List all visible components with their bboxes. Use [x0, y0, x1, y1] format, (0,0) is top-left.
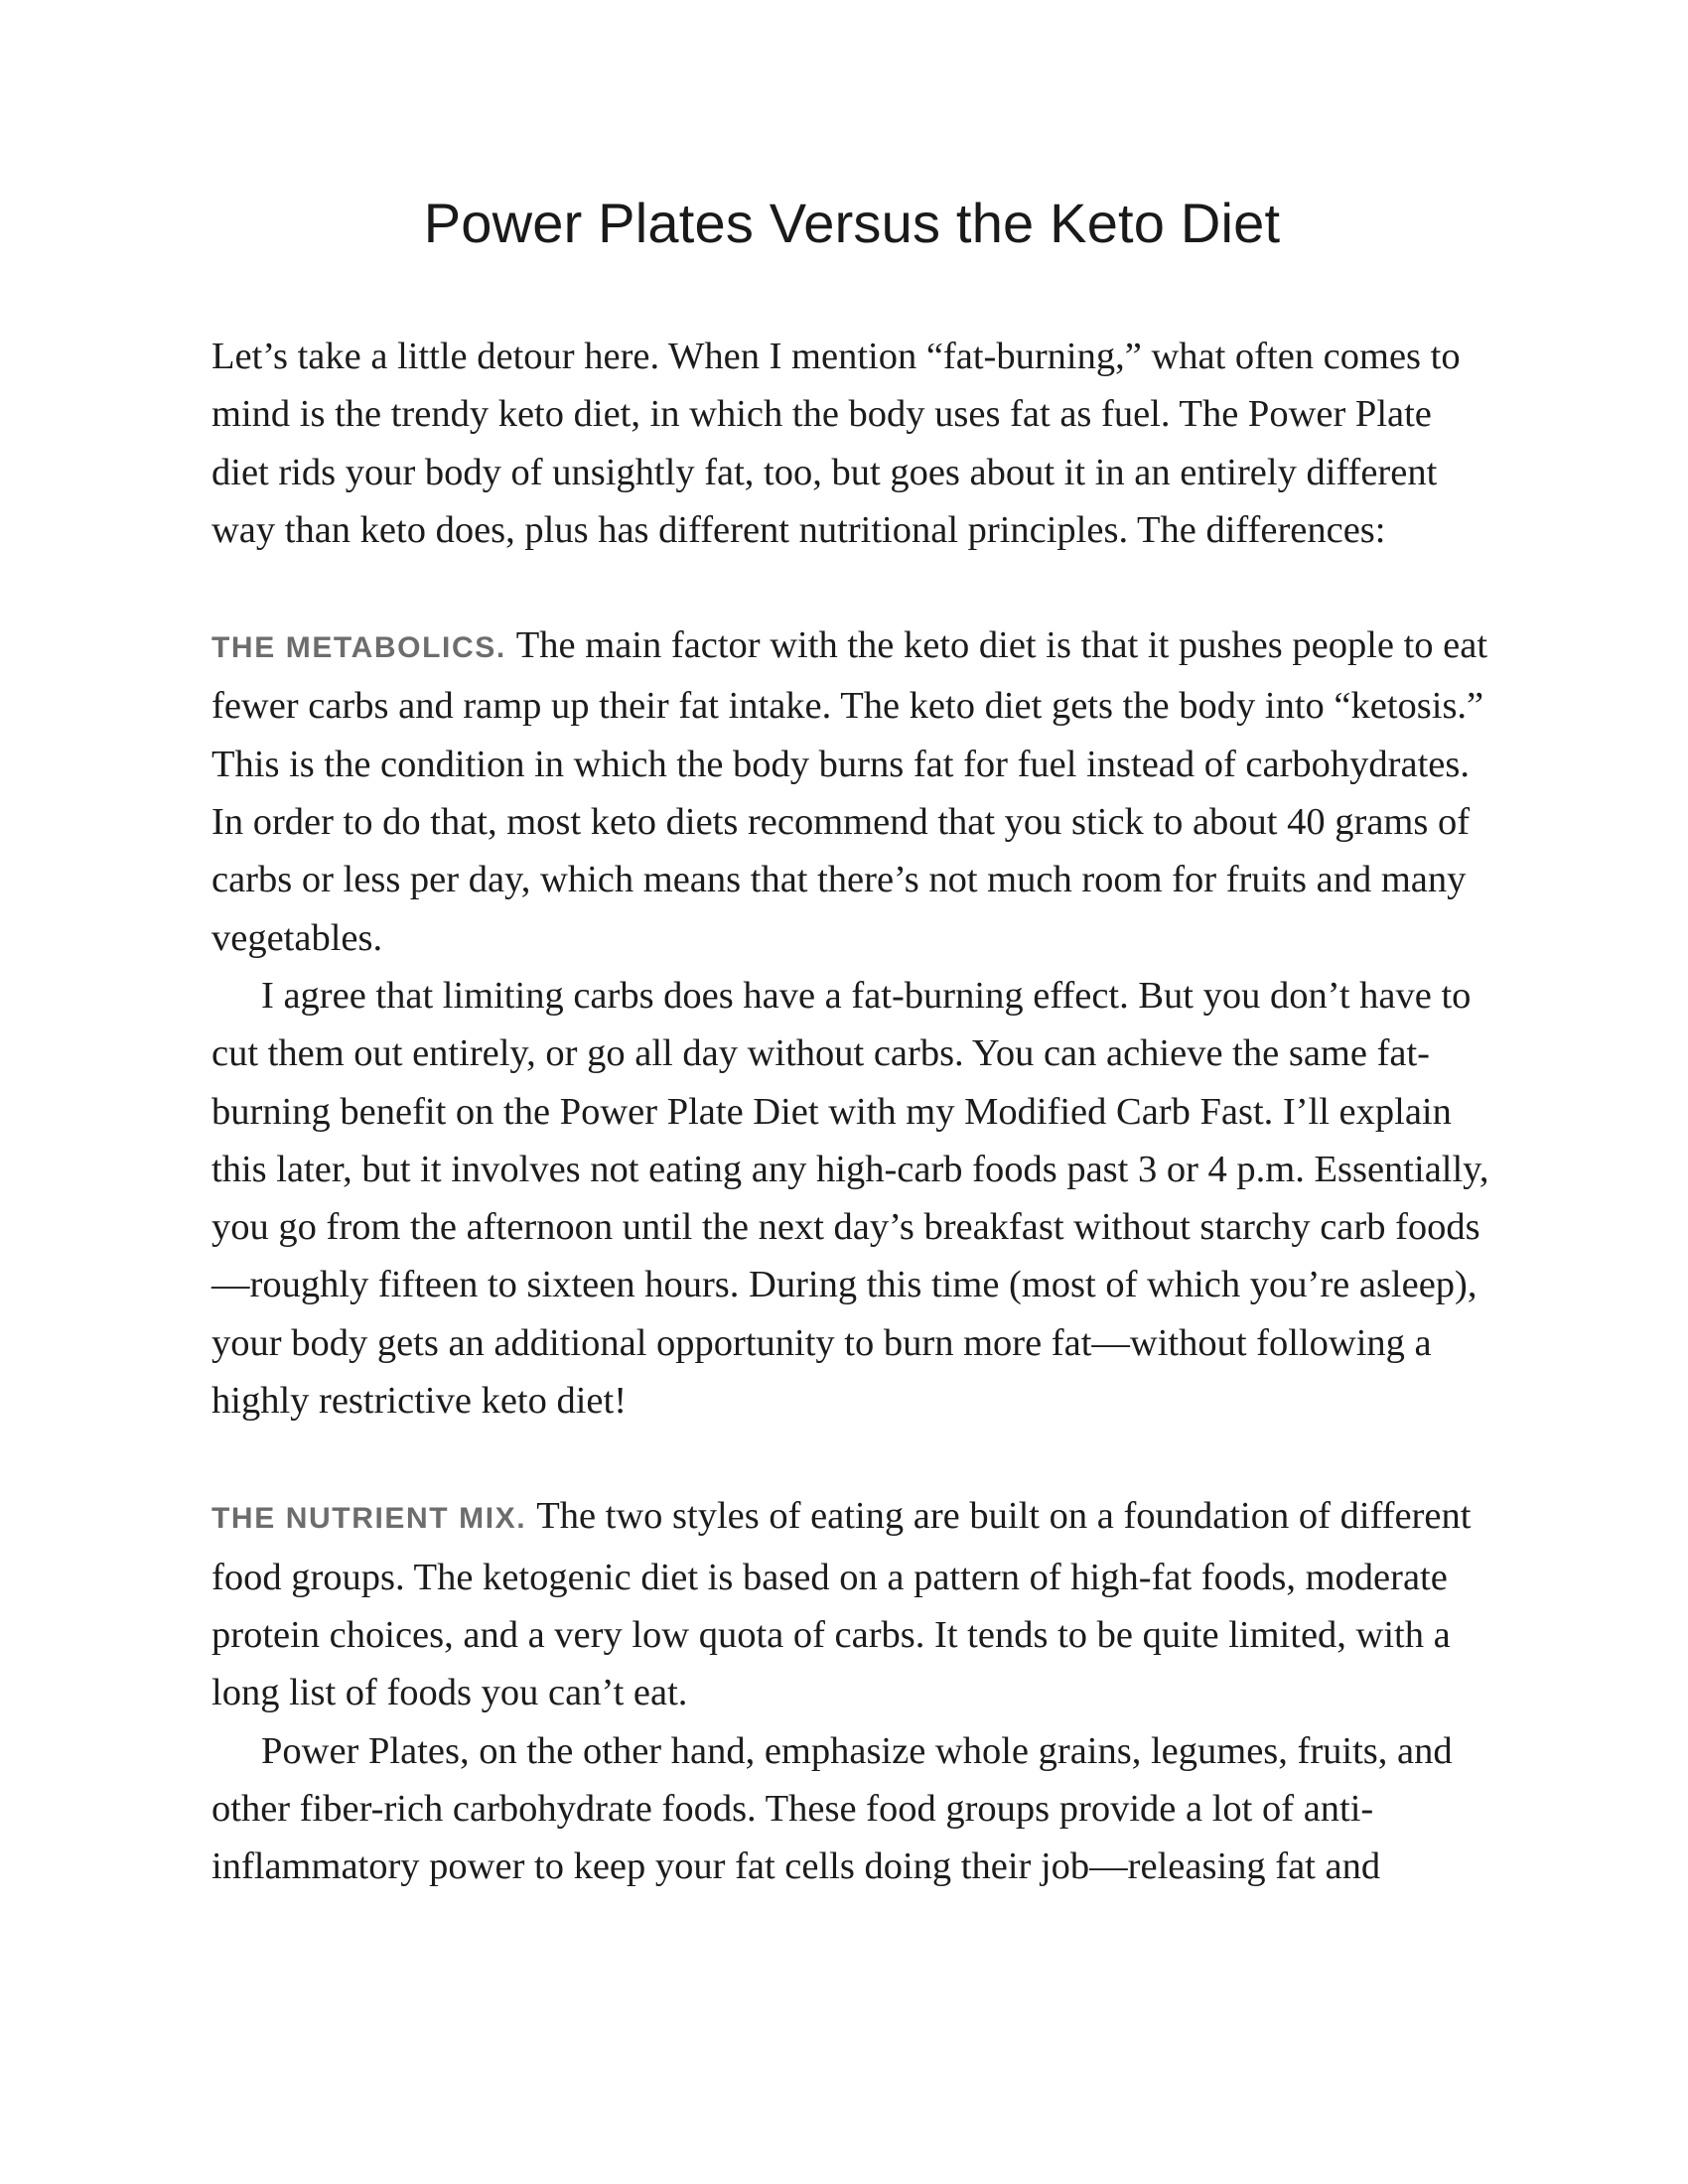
section-lead-paragraph [211, 1487, 1492, 1721]
section-spacer [211, 559, 1492, 616]
section-spacer [211, 1430, 1492, 1487]
page-title: Power Plates Versus the Keto Diet [423, 192, 1281, 254]
intro-paragraph: Let’s take a little detour here. When I mention “fat-burning,” what often comes to mind is the trendy keto diet, in which the body uses fat as fuel. The Power Plate diet rids your body of unsightly fat, too, but goes about it in an entirely different way than keto does, plus has different nutritional principles. The differences: [211, 336, 1461, 551]
section-heading: THE NUTRIENT MIX. [211, 1502, 527, 1536]
section-lead-text: The main factor with the keto diet is that it pushes people to eat fewer carbs and ramp up their fat intake. The keto diet gets the body into “ketosis.” This is the condition in which the body burns fat for fuel instead of carbohydrates. In order to do that, most keto diets recommend that you stick to about 40 grams of carbs or less per day, which means that there’s not much room for fruits and many vegetables. [211, 624, 1488, 959]
section-lead-paragraph [211, 616, 1492, 967]
section-heading: THE METABOLICS. [211, 631, 506, 665]
page-content [211, 189, 1492, 1895]
section-body-paragraph: I agree that limiting carbs does have a fat-burning effect. But you don’t have to cut them out entirely, or go all day without carbs. You can achieve the same fat-burning benefit on the Power Plate Diet with my Modified Carb Fast. I’ll explain this later, but it involves not eating any high-carb foods past 3 or 4 p.m. Essentially, you go from the afternoon until the next day’s breakfast without starchy carb foods—roughly fifteen to sixteen hours. During this time (most of which you’re asleep), your body gets an additional opportunity to burn more fat—without following a highly restrictive keto diet! [211, 974, 1489, 1423]
section-lead-text: The two styles of eating are built on a foundation of different food groups. The ketogenic diet is based on a pattern of high-fat foods, moderate protein choices, and a very low quota of carbs. It tends to be quite limited, with a long list of foods you can’t eat. [211, 1495, 1472, 1714]
section-nutrient-mix [211, 1487, 1492, 1895]
section-metabolics [211, 616, 1492, 1430]
section-body-paragraph: Power Plates, on the other hand, emphasize whole grains, legumes, fruits, and other fiber-rich carbohydrate foods. These food groups provide a lot of anti-inflammatory power to keep your fat cells doing their job—releasing fat and [211, 1729, 1453, 1888]
